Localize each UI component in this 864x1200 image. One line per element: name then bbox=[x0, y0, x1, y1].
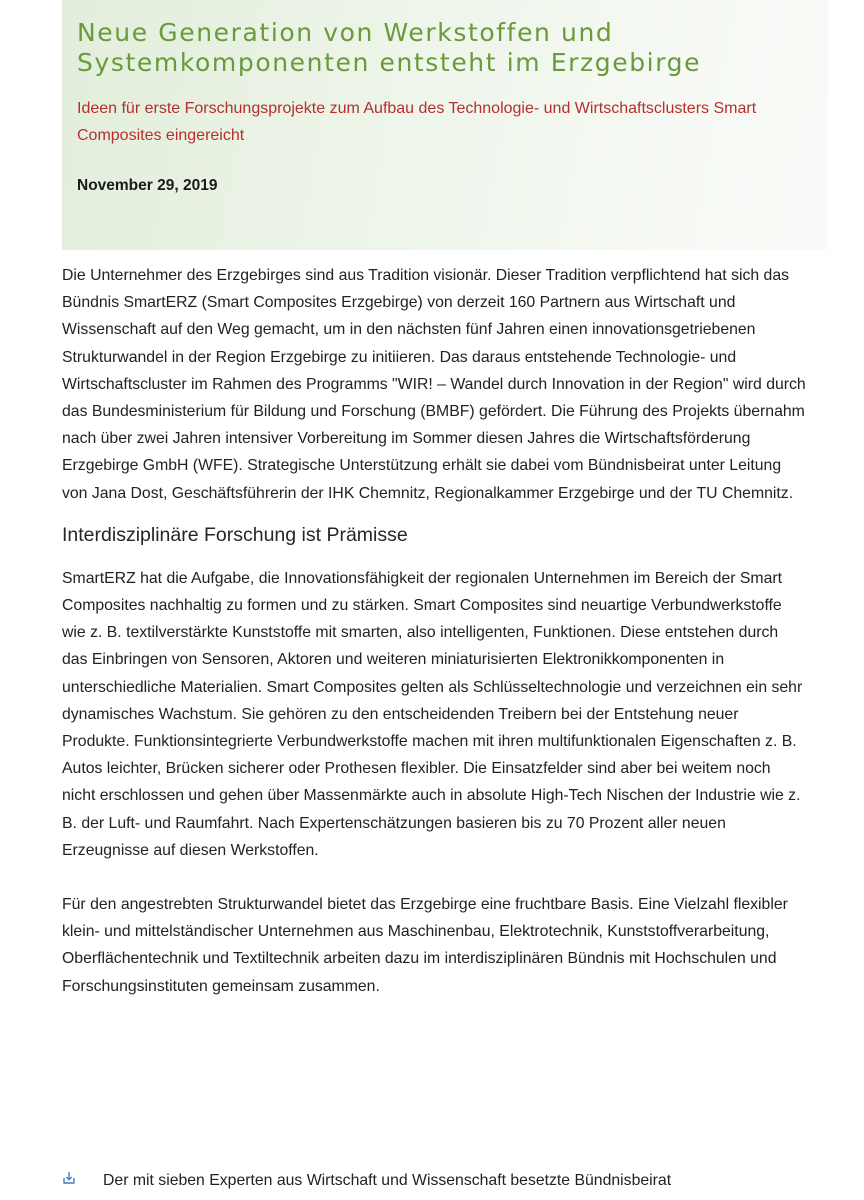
body-paragraph: Für den angestrebten Strukturwandel bietet das Erzgebirge eine fruchtbare Basis. Eine Vielzahl flexibler klein- und mittelständischer Unternehmen aus Maschinenbau, Elektrotechnik, Kunststoffverarbeitung, Oberflächentechnik und Textiltechnik arbeiten dazu im interdisziplinären Bündnis mit Hochschulen und Forschungsinstituten gemeinsam zusammen. bbox=[62, 896, 788, 995]
list-item bbox=[62, 1167, 822, 1194]
download-icon[interactable] bbox=[62, 1171, 76, 1185]
body-paragraph: SmartERZ hat die Aufgabe, die Innovationsfähigkeit der regionalen Unternehmen im Bereich der Smart Composites nachhaltig zu formen und zu stärken. Smart Composites sind neuartige Verbundwerkstoffe wie z. B. textilverstärkte Kunststoffe mit smarten, also intelligenten, Funktionen. Diese entstehen durch das Einbringen von Sensoren, Aktoren und weiteren miniaturisierten Elektronikkomponenten in unterschiedliche Materialien. Smart Composites gelten als Schlüsseltechnologie und verzeichnen ein sehr dynamisches Wachstum. Sie gehören zu den entscheidenden Treibern bei der Entstehung neuer Produkte. Funktionsintegrierte Verbundwerkstoffe machen mit ihren multifunktionalen Eigenschaften z. B. Autos leichter, Brücken sicherer oder Prothesen flexibler. Die Einsatzfelder sind aber bei weitem noch nicht erschlossen und gehen über Massenmärkte auch in absolute High-Tech Nischen der Industrie wie z. B. der Luft- und Raumfahrt. Nach Expertenschätzungen basieren bis zu 70 Prozent aller neuen Erzeugnisse auf diesen Werkstoffen. bbox=[62, 569, 803, 859]
section-heading: Interdisziplinäre Forschung ist Prämisse bbox=[62, 523, 408, 546]
intro-paragraph: Die Unternehmer des Erzgebirges sind aus Tradition visionär. Dieser Tradition verpflichtend hat sich das Bündnis SmartERZ (Smart Composites Erzgebirge) von derzeit 160 Partnern aus Wirtschaft und Wissenschaft auf den Weg gemacht, um in den nächsten fünf Jahren einen innovationsgetriebenen Strukturwandel in der Region Erzgebirge zu initiieren. Das daraus entstehende Technologie- und Wirtschaftscluster im Rahmen des Programms "WIR! – Wandel durch Innovation in der Region" wird durch das Bundesministerium für Bildung und Forschung (BMBF) gefördert. Die Führung des Projekts übernahm nach über zwei Jahren intensiver Vorbereitung im Sommer diesen Jahres die Wirtschaftsförderung Erzgebirge GmbH (WFE). Strategische Unterstützung erhält sie dabei vom Bündnisbeirat unter Leitung von Jana Dost, Geschäftsführerin der IHK Chemnitz, Regionalkammer Erzgebirge und der TU Chemnitz. bbox=[62, 267, 806, 502]
publish-date: November 29, 2019 bbox=[77, 177, 218, 194]
list-item-text: Der mit sieben Experten aus Wirtschaft und Wissenschaft besetzte Bündnisbeirat bbox=[103, 1172, 672, 1189]
article-subtitle: Ideen für erste Forschungsprojekte zum Aufbau des Technologie- und Wirtschaftsclusters Smart Composites eingereicht bbox=[77, 100, 757, 144]
article-header bbox=[62, 0, 828, 250]
article-title: Neue Generation von Werkstoffen und Systemkomponenten entsteht im Erzgebirge bbox=[77, 18, 702, 77]
article-body bbox=[62, 262, 807, 1000]
